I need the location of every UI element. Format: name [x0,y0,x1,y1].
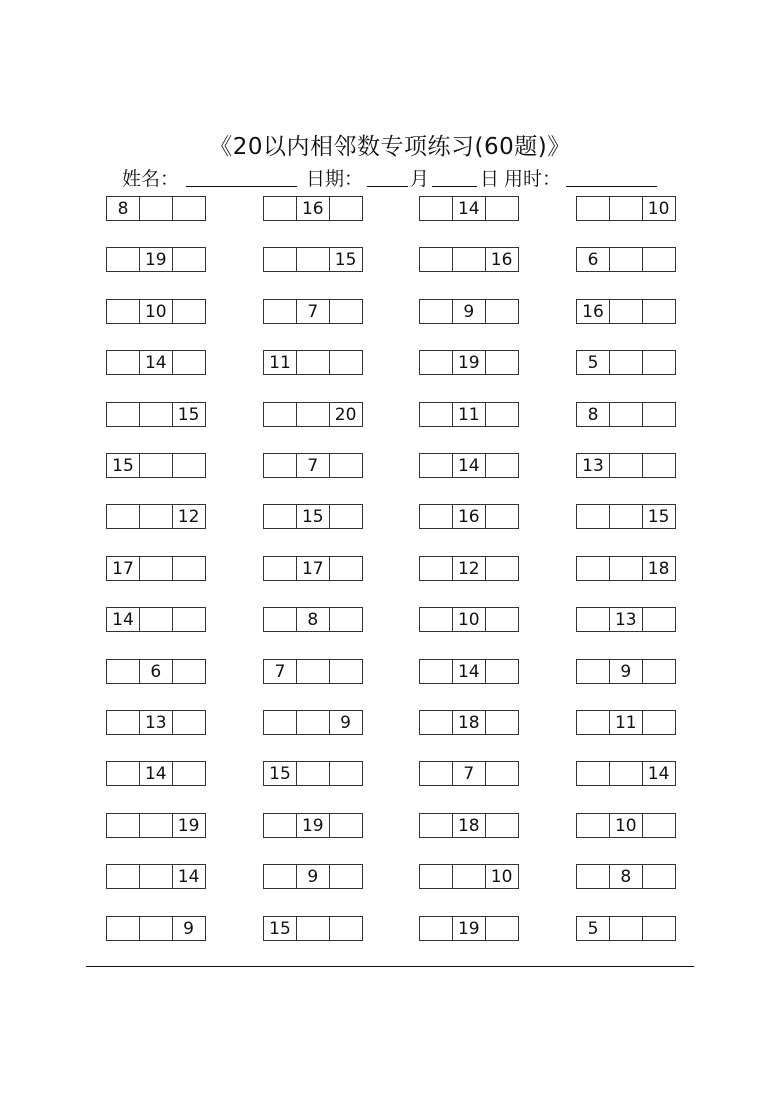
answer-box[interactable] [419,607,453,632]
given-number-box: 8 [576,402,610,427]
given-number-box: 15 [106,453,140,478]
answer-box[interactable] [139,504,173,529]
answer-box[interactable] [329,504,363,529]
answer-box[interactable] [609,761,643,786]
answer-box[interactable] [139,813,173,838]
given-number-box: 19 [296,813,330,838]
given-number-box: 15 [642,504,676,529]
answer-box[interactable] [576,864,610,889]
answer-box[interactable] [452,247,486,272]
answer-box[interactable] [609,453,643,478]
answer-box[interactable] [106,402,140,427]
answer-box[interactable] [106,864,140,889]
given-number-box: 19 [139,247,173,272]
given-number-box: 19 [452,350,486,375]
given-number-box: 10 [452,607,486,632]
given-number-box: 8 [296,607,330,632]
answer-box[interactable] [172,710,206,735]
given-number-box: 7 [296,299,330,324]
answer-box[interactable] [419,864,453,889]
bottom-divider [86,966,694,967]
given-number-box: 15 [263,761,297,786]
given-number-box: 16 [296,196,330,221]
given-number-box: 6 [576,247,610,272]
given-number-box: 10 [609,813,643,838]
given-number-box: 18 [452,710,486,735]
answer-box[interactable] [172,247,206,272]
given-number-box: 16 [452,504,486,529]
answer-box[interactable] [263,247,297,272]
given-number-box: 18 [642,556,676,581]
given-number-box: 14 [452,659,486,684]
answer-box[interactable] [485,916,519,941]
answer-box[interactable] [419,299,453,324]
answer-box[interactable] [139,556,173,581]
given-number-box: 10 [485,864,519,889]
answer-box[interactable] [263,556,297,581]
answer-box[interactable] [106,916,140,941]
given-number-box: 14 [139,761,173,786]
answer-box[interactable] [172,350,206,375]
answer-box[interactable] [263,504,297,529]
answer-box[interactable] [485,196,519,221]
answer-box[interactable] [106,710,140,735]
given-number-box: 11 [452,402,486,427]
answer-box[interactable] [106,761,140,786]
answer-box[interactable] [642,864,676,889]
answer-box[interactable] [419,556,453,581]
answer-box[interactable] [106,299,140,324]
given-number-box: 9 [329,710,363,735]
answer-box[interactable] [576,504,610,529]
given-number-box: 7 [263,659,297,684]
answer-box[interactable] [172,659,206,684]
answer-box[interactable] [296,710,330,735]
answer-box[interactable] [642,299,676,324]
given-number-box: 5 [576,350,610,375]
given-number-box: 13 [139,710,173,735]
answer-box[interactable] [576,659,610,684]
given-number-box: 8 [609,864,643,889]
given-number-box: 12 [172,504,206,529]
given-number-box: 10 [642,196,676,221]
given-number-box: 16 [576,299,610,324]
answer-box[interactable] [139,864,173,889]
given-number-box: 17 [106,556,140,581]
given-number-box: 19 [452,916,486,941]
given-number-box: 9 [172,916,206,941]
answer-box[interactable] [642,247,676,272]
given-number-box: 14 [452,196,486,221]
day-label: 日 [480,168,500,190]
answer-box[interactable] [485,607,519,632]
answer-box[interactable] [485,402,519,427]
answer-box[interactable] [139,607,173,632]
answer-box[interactable] [329,350,363,375]
given-number-box: 19 [172,813,206,838]
answer-box[interactable] [485,813,519,838]
answer-box[interactable] [329,761,363,786]
given-number-box: 7 [296,453,330,478]
answer-box[interactable] [419,247,453,272]
given-number-box: 5 [576,916,610,941]
answer-box[interactable] [642,710,676,735]
answer-box[interactable] [106,659,140,684]
answer-box[interactable] [642,453,676,478]
date-label: 日期： [306,168,364,190]
answer-box[interactable] [296,402,330,427]
answer-box[interactable] [419,659,453,684]
answer-box[interactable] [609,247,643,272]
answer-box[interactable] [609,556,643,581]
answer-box[interactable] [419,196,453,221]
answer-box[interactable] [452,864,486,889]
answer-box[interactable] [139,916,173,941]
answer-box[interactable] [485,659,519,684]
answer-box[interactable] [172,196,206,221]
answer-box[interactable] [263,710,297,735]
given-number-box: 14 [642,761,676,786]
answer-box[interactable] [296,916,330,941]
answer-box[interactable] [106,504,140,529]
answer-box[interactable] [642,402,676,427]
name-label: 姓名： [122,168,180,190]
answer-box[interactable] [329,556,363,581]
answer-box[interactable] [419,402,453,427]
answer-box[interactable] [329,916,363,941]
given-number-box: 6 [139,659,173,684]
given-number-box: 15 [296,504,330,529]
answer-box[interactable] [609,350,643,375]
worksheet-title: 《20以内相邻数专项练习(60题)》 [209,134,571,160]
answer-box[interactable] [329,607,363,632]
given-number-box: 11 [609,710,643,735]
answer-box[interactable] [642,659,676,684]
answer-box[interactable] [296,659,330,684]
answer-box[interactable] [263,813,297,838]
given-number-box: 13 [609,607,643,632]
answer-box[interactable] [329,813,363,838]
answer-box[interactable] [172,299,206,324]
answer-box[interactable] [329,864,363,889]
answer-box[interactable] [419,350,453,375]
answer-box[interactable] [139,453,173,478]
given-number-box: 10 [139,299,173,324]
answer-box[interactable] [609,916,643,941]
given-number-box: 9 [296,864,330,889]
given-number-box: 8 [106,196,140,221]
answer-box[interactable] [329,659,363,684]
answer-box[interactable] [642,813,676,838]
answer-box[interactable] [419,453,453,478]
answer-box[interactable] [485,761,519,786]
answer-box[interactable] [576,710,610,735]
answer-box[interactable] [296,247,330,272]
given-number-box: 11 [263,350,297,375]
answer-box[interactable] [263,196,297,221]
answer-box[interactable] [263,299,297,324]
answer-box[interactable] [485,350,519,375]
answer-box[interactable] [419,916,453,941]
given-number-box: 9 [452,299,486,324]
answer-box[interactable] [106,247,140,272]
answer-box[interactable] [139,196,173,221]
answer-box[interactable] [576,556,610,581]
answer-box[interactable] [263,453,297,478]
given-number-box: 9 [609,659,643,684]
answer-box[interactable] [485,453,519,478]
given-number-box: 14 [172,864,206,889]
answer-box[interactable] [263,402,297,427]
answer-box[interactable] [485,556,519,581]
given-number-box: 20 [329,402,363,427]
given-number-box: 16 [485,247,519,272]
answer-box[interactable] [263,607,297,632]
answer-box[interactable] [642,607,676,632]
given-number-box: 18 [452,813,486,838]
given-number-box: 14 [106,607,140,632]
answer-box[interactable] [485,504,519,529]
given-number-box: 7 [452,761,486,786]
answer-box[interactable] [642,350,676,375]
answer-box[interactable] [609,299,643,324]
answer-box[interactable] [485,299,519,324]
given-number-box: 13 [576,453,610,478]
given-number-box: 12 [452,556,486,581]
answer-box[interactable] [172,453,206,478]
answer-box[interactable] [296,350,330,375]
given-number-box: 14 [139,350,173,375]
given-number-box: 15 [263,916,297,941]
given-number-box: 15 [172,402,206,427]
answer-box[interactable] [576,813,610,838]
answer-box[interactable] [172,761,206,786]
answer-box[interactable] [576,607,610,632]
answer-box[interactable] [485,710,519,735]
answer-box[interactable] [172,607,206,632]
time-label: 用时： [504,168,562,190]
answer-box[interactable] [419,710,453,735]
given-number-box: 15 [329,247,363,272]
answer-box[interactable] [419,813,453,838]
answer-box[interactable] [263,864,297,889]
answer-box[interactable] [576,196,610,221]
month-label: 月 [410,168,430,190]
answer-box[interactable] [609,504,643,529]
given-number-box: 14 [452,453,486,478]
answer-box[interactable] [329,299,363,324]
answer-box[interactable] [139,402,173,427]
answer-box[interactable] [106,813,140,838]
given-number-box: 17 [296,556,330,581]
answer-box[interactable] [329,196,363,221]
answer-box[interactable] [609,402,643,427]
answer-box[interactable] [609,196,643,221]
answer-box[interactable] [172,556,206,581]
answer-box[interactable] [419,761,453,786]
answer-box[interactable] [106,350,140,375]
answer-box[interactable] [576,761,610,786]
answer-box[interactable] [296,761,330,786]
answer-box[interactable] [419,504,453,529]
answer-box[interactable] [329,453,363,478]
answer-box[interactable] [642,916,676,941]
